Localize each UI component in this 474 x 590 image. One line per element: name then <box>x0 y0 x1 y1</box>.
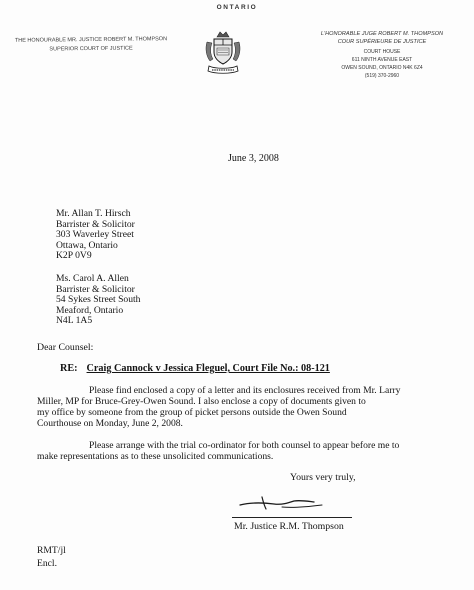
recipient-street: 54 Sykes Street South <box>56 294 141 306</box>
letterhead-court-name-french: COUR SUPÉRIEURE DE JUSTICE <box>337 39 427 45</box>
subject-label: RE: <box>60 363 78 374</box>
subject-text: Craig Cannock v Jessica Fleguel, Court File No.: 08-121 <box>86 363 330 374</box>
paragraph-line: Miller, MP for Bruce-Grey-Owen Sound. I also enclose a copy of documents given to <box>37 396 366 407</box>
typist-initials: RMT/jl <box>37 545 66 556</box>
recipient-title: Barrister & Solicitor <box>56 218 135 230</box>
enclosure-notation: Encl. <box>37 557 57 569</box>
paragraph-line: my office by someone from the group of picket persons outside the Owen Sound <box>37 407 347 418</box>
letterhead-judge-name-french: L'HONORABLE JUGE ROBERT M. THOMPSON <box>320 31 444 37</box>
letterhead-left-block <box>6 35 176 54</box>
paragraph-line: Please find enclosed a copy of a letter and its enclosures received from Mr. Larry <box>89 385 401 396</box>
closing: Yours very truly, <box>290 472 356 483</box>
paragraph-line: Please arrange with the trial co-ordinator for both counsel to appear before me to <box>89 440 400 451</box>
letterhead-right-block <box>300 30 464 80</box>
recipient-title: Barrister & Solicitor <box>56 283 135 295</box>
body-paragraph <box>37 440 455 462</box>
court-address-line: OWEN SOUND, ONTARIO N4K 6Z4 <box>341 65 423 71</box>
recipient-name: Ms. Carol A. Allen <box>56 273 129 284</box>
signature-line <box>232 517 352 518</box>
letter-date: June 3, 2008 <box>228 153 279 164</box>
recipient-city: Meaford, Ontario <box>56 304 124 316</box>
recipient-postal-code: N4L 1A5 <box>56 315 93 327</box>
recipient-city: Ottawa, Ontario <box>56 239 118 251</box>
paragraph-line: make representations as to these unsolicited communications. <box>37 451 274 462</box>
paragraph-line: Courthouse on Monday, June 2, 2008. <box>37 418 183 429</box>
court-phone: (519) 370-2960 <box>364 73 400 79</box>
ontario-coat-of-arms-icon <box>203 28 243 76</box>
recipient-street: 303 Waverley Street <box>56 229 134 241</box>
recipient-postal-code: K2P 0V9 <box>56 250 92 262</box>
letterhead-court-name: SUPERIOR COURT OF JUSTICE <box>49 45 133 52</box>
court-address-line: COURT HOUSE <box>363 49 401 55</box>
body-paragraph <box>37 385 455 429</box>
letterhead-province: ONTARIO <box>216 4 258 11</box>
recipient-address-block <box>56 209 135 262</box>
salutation: Dear Counsel: <box>37 342 94 353</box>
handwritten-signature <box>222 493 362 513</box>
reference-block <box>37 545 66 570</box>
court-address-line: 611 NINTH AVENUE EAST <box>351 57 413 63</box>
recipient-address-block <box>56 274 140 327</box>
letterhead-judge-name: THE HONOURABLE MR. JUSTICE ROBERT M. THOMPSON <box>14 36 168 44</box>
recipient-name: Mr. Allan T. Hirsch <box>56 208 131 219</box>
subject-line <box>60 363 330 374</box>
signer-name: Mr. Justice R.M. Thompson <box>234 521 344 532</box>
